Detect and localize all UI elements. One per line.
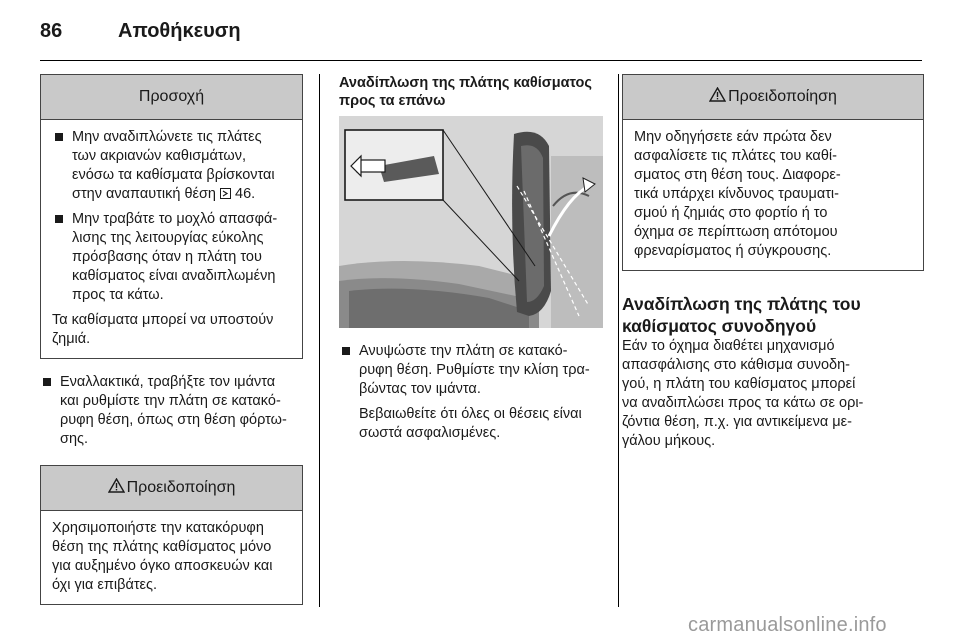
column-left bbox=[40, 74, 303, 605]
warning-box bbox=[40, 465, 303, 605]
page-reference-arrow-icon[interactable] bbox=[220, 186, 231, 197]
bullet-square-icon bbox=[55, 133, 63, 141]
warning-triangle-icon bbox=[108, 467, 125, 482]
warning-box-title: Προειδοποίηση bbox=[41, 466, 302, 511]
instruction-bullet: Εναλλακτικά, τραβήξτε τον ιμάντα και ρυθμίστε την πλάτη σε κατακό- ρυφη θέση, όπως στη θέση φόρτω- σης. bbox=[40, 373, 303, 449]
page-number: 86 bbox=[40, 20, 63, 42]
warning-box bbox=[622, 74, 924, 271]
bullet-square-icon bbox=[55, 215, 63, 223]
warning-box-title: Προειδοποίηση bbox=[623, 75, 923, 120]
caution-box-title: Προσοχή bbox=[41, 75, 302, 120]
section-heading: Αναδίπλωση της πλάτης καθίσματος προς τα επάνω bbox=[339, 75, 592, 109]
caution-box bbox=[40, 74, 303, 359]
section-paragraph: Εάν το όχημα διαθέτει μηχανισμό απασφάλισης στο κάθισμα συνοδη- γού, η πλάτη του καθίσματος μπορεί να αναδιπλώσει προς τα κάτω σε ορι- ζόντια θέση, π.χ. για αντικείμενα με- γάλου μήκους. bbox=[622, 338, 864, 449]
caution-bullet: Μην αναδιπλώνετε τις πλάτες των ακριανών καθισμάτων, ενόσω τα καθίσματα βρίσκονται στην αναπαυτική θέση 46. bbox=[52, 128, 291, 204]
seat-illustration-svg bbox=[339, 116, 603, 328]
page-header bbox=[40, 14, 922, 61]
column-divider bbox=[618, 74, 619, 607]
watermark: carmanualsonline.info bbox=[688, 614, 887, 636]
caution-note: Τα καθίσματα μπορεί να υποστούν ζημιά. bbox=[52, 312, 274, 347]
instruction-bullet: Ανυψώστε την πλάτη σε κατακό- ρυφη θέση. Ρυθμίστε την κλίση τρα- βώντας τον ιμάντα. bbox=[339, 342, 603, 399]
column-right bbox=[622, 74, 924, 451]
warning-text: Χρησιμοποιήστε την κατακόρυφη θέση της πλάτης καθίσματος μόνο για αυξημένο όγκο αποσκευών και όχι για επιβάτες. bbox=[52, 520, 273, 593]
page-reference[interactable]: 46. bbox=[235, 186, 256, 202]
column-middle bbox=[339, 74, 603, 443]
warning-text: Μην οδηγήσετε εάν πρώτα δεν ασφαλίσετε τις πλάτες του καθί- σματος στη θέση τους. Διαφορε- τικά υπάρχει κίνδυνος τραυματι- σμού ή ζημιάς στο φορτίο ή το όχημα σε περίπτωση απότομου φρεναρίσματος ή σύγκρουσης. bbox=[634, 129, 841, 259]
caution-bullet: Μην τραβάτε το μοχλό απασφά- λισης της λειτουργίας εύκολης πρόσβασης όταν η πλάτη του καθίσματος είναι αναδιπλωμένη προς τα κάτω. bbox=[52, 210, 291, 305]
warning-triangle-icon bbox=[709, 76, 726, 91]
column-divider bbox=[319, 74, 320, 607]
seat-backrest-illustration bbox=[339, 116, 603, 328]
section-heading: Αναδίπλωση της πλάτης του καθίσματος συνοδηγού bbox=[622, 294, 861, 336]
bullet-square-icon bbox=[342, 347, 350, 355]
page-title: Αποθήκευση bbox=[118, 20, 241, 42]
bullet-square-icon bbox=[43, 378, 51, 386]
instruction-note: Βεβαιωθείτε ότι όλες οι θέσεις είναι σωστά ασφαλισμένες. bbox=[359, 406, 582, 441]
